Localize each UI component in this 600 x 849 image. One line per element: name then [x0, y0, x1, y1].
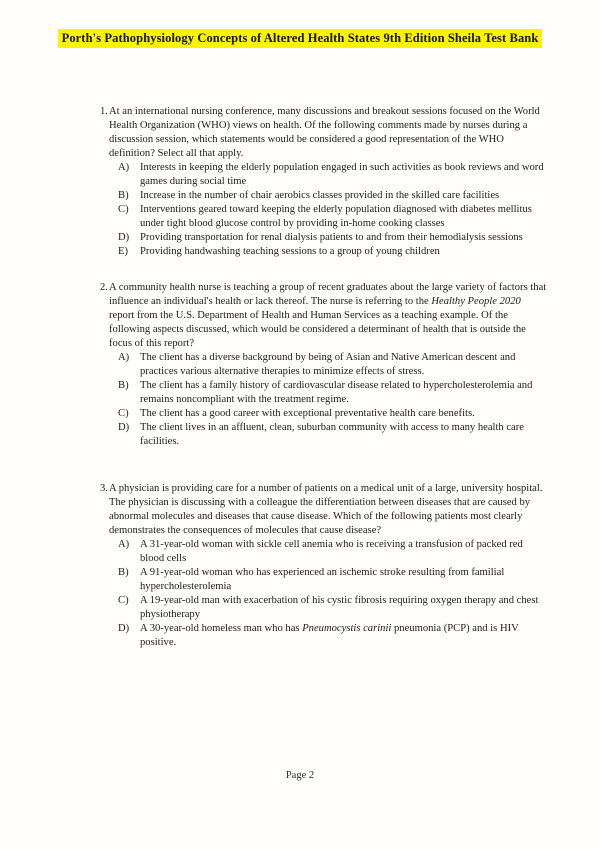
answer-option — [118, 231, 547, 245]
option-letter: B) — [118, 190, 129, 201]
option-text — [140, 566, 547, 594]
text-segment: Increase in the number of chair aerobics classes provided in the skilled care facilities — [140, 190, 500, 201]
text-segment: A community health nurse is teaching a group of recent graduates about the large variety of factors that influence an individual's health or lack thereof. The nurse is referring to the — [109, 282, 547, 307]
option-letter: D) — [118, 422, 130, 433]
question — [100, 105, 547, 259]
option-text — [140, 379, 547, 407]
option-text — [140, 622, 547, 650]
text-segment: The client has a family history of cardiovascular disease related to hypercholesterolemia and remains noncompliant with the treatment regime. — [140, 380, 533, 405]
question — [100, 482, 547, 650]
answer-option — [118, 379, 547, 407]
text-segment: A physician is providing care for a number of patients on a medical unit of a large, university hospital. The physician is discussing with a colleague the differentiation between diseases that are caused by abnormal molecules and diseases that cause disease. Which of the following patients most clearly demonstrates the consequences of molecules that cause disease? — [109, 483, 543, 536]
answer-option — [118, 421, 547, 449]
option-letter: E) — [118, 246, 128, 257]
option-letter: C) — [118, 204, 129, 215]
page-number: Page 2 — [285, 770, 315, 781]
option-text — [140, 594, 547, 622]
question-stem — [109, 281, 547, 351]
option-text — [140, 407, 547, 421]
question-body — [109, 281, 547, 449]
answer-option — [118, 351, 547, 379]
option-text — [140, 231, 547, 245]
answer-option — [118, 189, 547, 203]
answer-option — [118, 566, 547, 594]
question — [100, 281, 547, 449]
italic-text-segment: Healthy People 2020 — [431, 296, 521, 307]
question-stem — [109, 482, 547, 538]
question-body — [109, 105, 547, 259]
option-letter: A) — [118, 352, 130, 363]
text-segment: pneumonia (PCP) and is HIV positive. — [140, 623, 519, 648]
text-segment: A 19-year-old man with exacerbation of his cystic fibrosis requiring oxygen therapy and chest physiotherapy — [140, 595, 539, 620]
option-text — [140, 189, 547, 203]
option-text — [140, 203, 547, 231]
book-title-highlight: Porth's Pathophysiology Concepts of Altered Health States 9th Edition Sheila Test Bank — [58, 29, 543, 48]
text-segment: Providing transportation for renal dialysis patients to and from their hemodialysis sessions — [140, 232, 523, 243]
text-segment: A 91-year-old woman who has experienced an ischemic stroke resulting from familial hypercholesterolemia — [140, 567, 505, 592]
option-text — [140, 538, 547, 566]
answer-option — [118, 245, 547, 259]
text-segment: At an international nursing conference, many discussions and breakout sessions focused on the World Health Organization (WHO) views on health. Of the following comments made by nurses during a discussion session, which statements would be considered a good representation of the WHO definition? Select all that apply. — [109, 106, 540, 159]
option-letter: D) — [118, 623, 130, 634]
option-text — [140, 161, 547, 189]
answer-option — [118, 161, 547, 189]
text-segment: The client has a good career with exceptional preventative health care benefits. — [140, 408, 475, 419]
option-letter: B) — [118, 380, 129, 391]
question-body — [109, 482, 547, 650]
text-segment: A 30-year-old homeless man who has — [140, 623, 303, 634]
option-text — [140, 421, 547, 449]
option-letter: D) — [118, 232, 130, 243]
option-letter: C) — [118, 595, 129, 606]
option-letter: C) — [118, 408, 129, 419]
answer-option — [118, 538, 547, 566]
text-segment: Interventions geared toward keeping the elderly population diagnosed with diabetes mellitus under tight blood glucose control by providing in-home cooking classes — [140, 204, 532, 229]
answer-option — [118, 203, 547, 231]
answer-option — [118, 407, 547, 421]
italic-text-segment: Pneumocystis carinii — [302, 623, 392, 634]
question-list — [100, 105, 547, 650]
question-number: 2. — [100, 282, 108, 293]
text-segment: Interests in keeping the elderly population engaged in such activities as book reviews and word games during social time — [140, 162, 544, 187]
text-segment: A 31-year-old woman with sickle cell anemia who is receiving a transfusion of packed red blood cells — [140, 539, 523, 564]
option-text — [140, 351, 547, 379]
question-number: 3. — [100, 483, 108, 494]
page-header — [0, 0, 600, 48]
page-footer — [0, 770, 600, 781]
answer-option — [118, 594, 547, 622]
text-segment: The client has a diverse background by being of Asian and Native American descent and practices various alternative therapies to minimize effects of stress. — [140, 352, 516, 377]
option-letter: A) — [118, 162, 130, 173]
text-segment: Providing handwashing teaching sessions to a group of young children — [140, 246, 440, 257]
option-letter: A) — [118, 539, 130, 550]
question-stem — [109, 105, 547, 161]
text-segment: report from the U.S. Department of Health and Human Services as a teaching example. Of the following aspects discussed, which would be considered a determinant of health that is outside the focus of this report? — [109, 310, 526, 349]
option-letter: B) — [118, 567, 129, 578]
answer-option — [118, 622, 547, 650]
question-number: 1. — [100, 106, 108, 117]
text-segment: The client lives in an affluent, clean, suburban community with access to many health care facilities. — [140, 422, 524, 447]
option-text — [140, 245, 547, 259]
